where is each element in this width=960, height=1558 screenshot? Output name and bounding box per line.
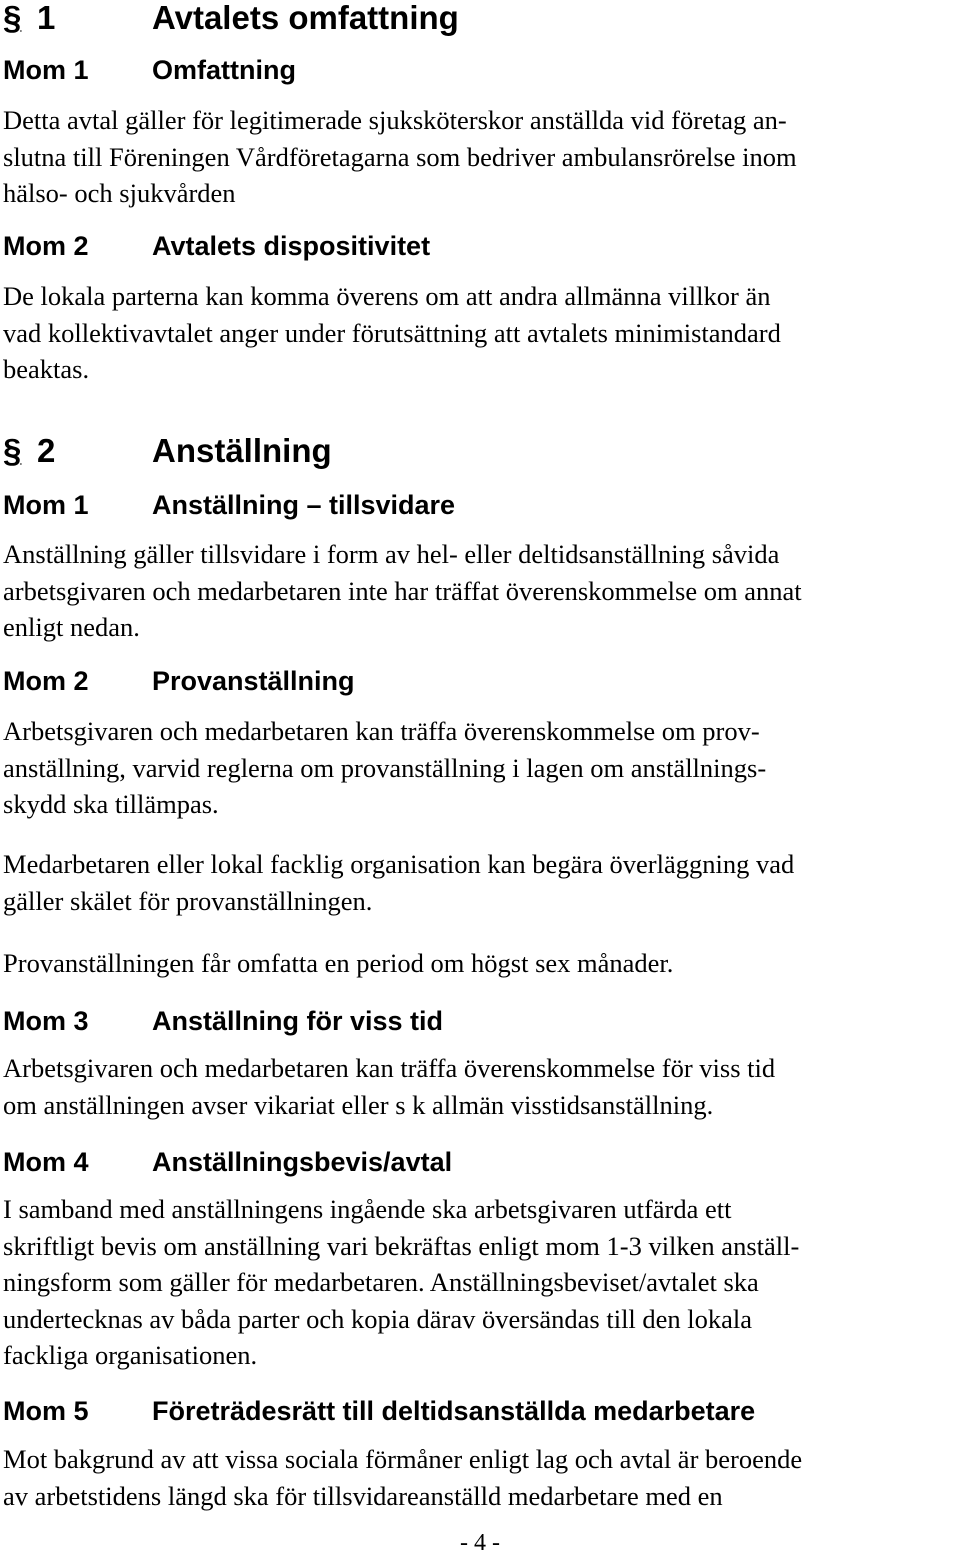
moment-title: Anställningsbevis/avtal [152, 1147, 453, 1177]
text-line: I samband med anställningens ingående ska arbetsgivaren utfärda ett [3, 1194, 732, 1224]
section-number: 2 [37, 432, 56, 469]
section-title: Anställning [152, 432, 332, 469]
moment-label: Mom 1 [3, 55, 89, 85]
section-symbol: § [3, 432, 22, 469]
text-line: Anställning gäller tillsvidare i form av hel- eller deltidsanställning såvida [3, 539, 780, 569]
text-line: av arbetstidens längd ska för tillsvidareanställd medarbetare med en [3, 1480, 723, 1511]
text-line: De lokala parterna kan komma överens om att andra allmänna villkor än [3, 281, 771, 311]
paragraph [3, 945, 960, 982]
moment-label: Mom 3 [3, 1006, 89, 1036]
moment-label: Mom 2 [3, 666, 89, 696]
paragraph [3, 846, 960, 919]
text-line: gäller skälet för provanställningen. [3, 885, 373, 916]
text-line: hälso- och sjukvården [3, 178, 236, 208]
section-symbol: § [3, 0, 22, 36]
text-line: slutna till Föreningen Vårdföretagarna som bedriver ambulansrörelse inom [3, 141, 797, 172]
text-line: Detta avtal gäller för legitimerade sjuksköterskor anställda vid företag an- [3, 105, 787, 135]
paragraph [3, 1050, 960, 1123]
moment-label: Mom 2 [3, 231, 89, 261]
text-line: om anställningen avser vikariat eller s k allmän visstidsanställning. [3, 1089, 714, 1120]
paragraph [3, 713, 960, 823]
text-line: skriftligt bevis om anställning vari bekräftas enligt mom 1-3 vilken anställ- [3, 1230, 800, 1261]
moment-title: Provanställning [152, 666, 355, 696]
moment-title: Anställning för viss tid [152, 1006, 444, 1036]
text-line: ningsform som gäller för medarbetaren. Anställningsbeviset/avtalet ska [3, 1267, 759, 1297]
paragraph [3, 278, 960, 388]
paragraph [3, 1191, 960, 1374]
text-line: Arbetsgivaren och medarbetaren kan träffa överenskommelse för viss tid [3, 1053, 776, 1083]
page-number: - 4 - [460, 1530, 500, 1556]
moment-title: Avtalets dispositivitet [152, 231, 431, 261]
section-number: 1 [37, 0, 56, 36]
text-line: undertecknas av båda parter och kopia därav översändas till den lokala [3, 1303, 753, 1334]
moment-title: Omfattning [152, 55, 296, 85]
moment-label: Mom 4 [3, 1147, 89, 1177]
text-line: Arbetsgivaren och medarbetaren kan träffa överenskommelse om prov- [3, 716, 760, 746]
text-line: Provanställningen får omfatta en period om högst sex månader. [3, 948, 674, 978]
paragraph [3, 536, 960, 646]
text-line: anställning, varvid reglerna om provanställning i lagen om anställnings- [3, 752, 767, 783]
moment-title: Företrädesrätt till deltidsanställda medarbetare [152, 1396, 756, 1426]
text-line: beaktas. [3, 354, 90, 384]
moment-label: Mom 1 [3, 490, 89, 520]
moment-title: Anställning – tillsvidare [152, 490, 456, 520]
text-line: Medarbetaren eller lokal facklig organisation kan begära överläggning vad [3, 849, 795, 879]
section-title: Avtalets omfattning [152, 0, 459, 36]
moment-label: Mom 5 [3, 1396, 89, 1426]
text-line: vad kollektivavtalet anger under förutsättning att avtalets minimistandard [3, 317, 781, 348]
paragraph [3, 102, 960, 212]
text-line: arbetsgivaren och medarbetaren inte har träffat överenskommelse om annat [3, 575, 802, 606]
text-line: Mot bakgrund av att vissa sociala förmåner enligt lag och avtal är beroende [3, 1444, 803, 1474]
paragraph [3, 1441, 960, 1514]
text-line: skydd ska tillämpas. [3, 789, 219, 819]
text-line: enligt nedan. [3, 612, 140, 642]
text-line: fackliga organisationen. [3, 1340, 258, 1370]
